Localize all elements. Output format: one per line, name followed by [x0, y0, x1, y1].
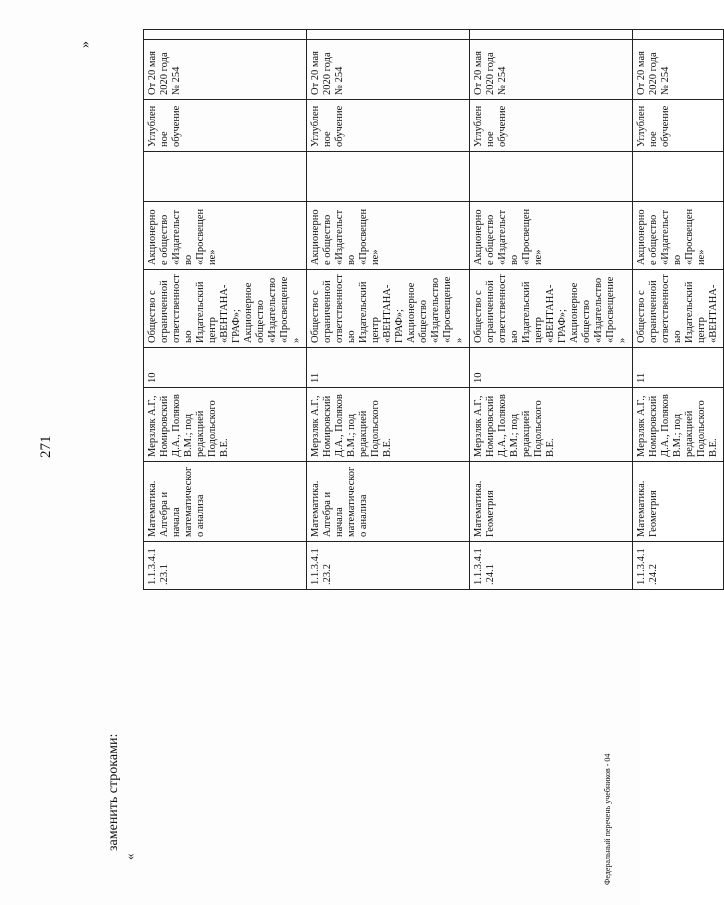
cell-empty [307, 30, 470, 40]
cell-order: От 20 мая 2020 года № 254 [144, 40, 307, 100]
table-row [144, 30, 307, 590]
cell-subject: Математика. Геометрия [633, 462, 724, 542]
cell-authors: Мерзляк А.Г., Номировский Д.А., Поляков В.М.; под редакцией Подольского В.Е. [633, 388, 724, 462]
cell-empty [470, 30, 633, 40]
cell-code: 1.1.3.4.1.23.1 [144, 542, 307, 590]
cell-authors: Мерзляк А.Г., Номировский Д.А., Поляков В.М.; под редакцией Подольского В.Е. [144, 388, 307, 462]
cell-grade: 10 [144, 348, 307, 388]
cell-code: 1.1.3.4.1.23.2 [307, 542, 470, 590]
cell-legal-entity: Акционерное общество «Издательство «Просвещение» [470, 202, 633, 270]
cell-authors: Мерзляк А.Г., Номировский Д.А., Поляков В.М.; под редакцией Подольского В.Е. [307, 388, 470, 462]
cell-empty [470, 152, 633, 202]
cell-publisher: Общество с ограниченной ответственностью Издательский центр «ВЕНТАНА-ГРАФ»; Акционерное общество «Издательство «Просвещение» [307, 270, 470, 348]
table-row [307, 30, 470, 590]
cell-legal-entity: Акционерное общество «Издательство «Просвещение» [144, 202, 307, 270]
opening-quote-mark: « [122, 853, 137, 860]
cell-empty [633, 152, 724, 202]
cell-legal-entity: Акционерное общество «Издательство «Просвещение» [307, 202, 470, 270]
footer-note: Федеральный перечень учебников - 04 [603, 753, 612, 885]
cell-publisher: Общество с ограниченной ответственностью Издательский центр «ВЕНТАНА-ГРАФ»; Акционерное общество «Издательство «Просвещение» [144, 270, 307, 348]
textbook-table [143, 30, 719, 590]
cell-order: От 20 мая 2020 года № 254 [307, 40, 470, 100]
cell-level: Углубленное обучение [470, 100, 633, 152]
cell-grade: 11 [307, 348, 470, 388]
cell-grade: 11 [633, 348, 724, 388]
table-row [633, 30, 724, 590]
cell-grade: 10 [470, 348, 633, 388]
table-row [470, 30, 633, 590]
cell-code: 1.1.3.4.1.24.1 [470, 542, 633, 590]
cell-order: От 20 мая 2020 года № 254 [470, 40, 633, 100]
page-number: 271 [38, 435, 54, 458]
closing-quote-mark: » [78, 41, 93, 48]
cell-code: 1.1.3.4.1.24.2 [633, 542, 724, 590]
cell-subject: Математика. Алгебра и начала математического анализа [307, 462, 470, 542]
cell-legal-entity: Акционерное общество «Издательство «Просвещение» [633, 202, 724, 270]
cell-empty [307, 152, 470, 202]
cell-authors: Мерзляк А.Г., Номировский Д.А., Поляков В.М.; под редакцией Подольского В.Е. [470, 388, 633, 462]
cell-empty [144, 152, 307, 202]
cell-level: Углубленное обучение [633, 100, 724, 152]
cell-subject: Математика. Алгебра и начала математического анализа [144, 462, 307, 542]
cell-order: От 20 мая 2020 года № 254 [633, 40, 724, 100]
cell-publisher: Общество с ограниченной ответственностью Издательский центр «ВЕНТАНА-ГРАФ»; Акционерное общество «Издательство «Просвещение» [470, 270, 633, 348]
cell-publisher: Общество с ограниченной ответственностью Издательский центр «ВЕНТАНА- [633, 270, 724, 348]
cell-empty [633, 30, 724, 40]
replace-instruction: заменить строками: [106, 733, 121, 851]
cell-empty [144, 30, 307, 40]
cell-subject: Математика. Геометрия [470, 462, 633, 542]
cell-level: Углубленное обучение [307, 100, 470, 152]
cell-level: Углубленное обучение [144, 100, 307, 152]
